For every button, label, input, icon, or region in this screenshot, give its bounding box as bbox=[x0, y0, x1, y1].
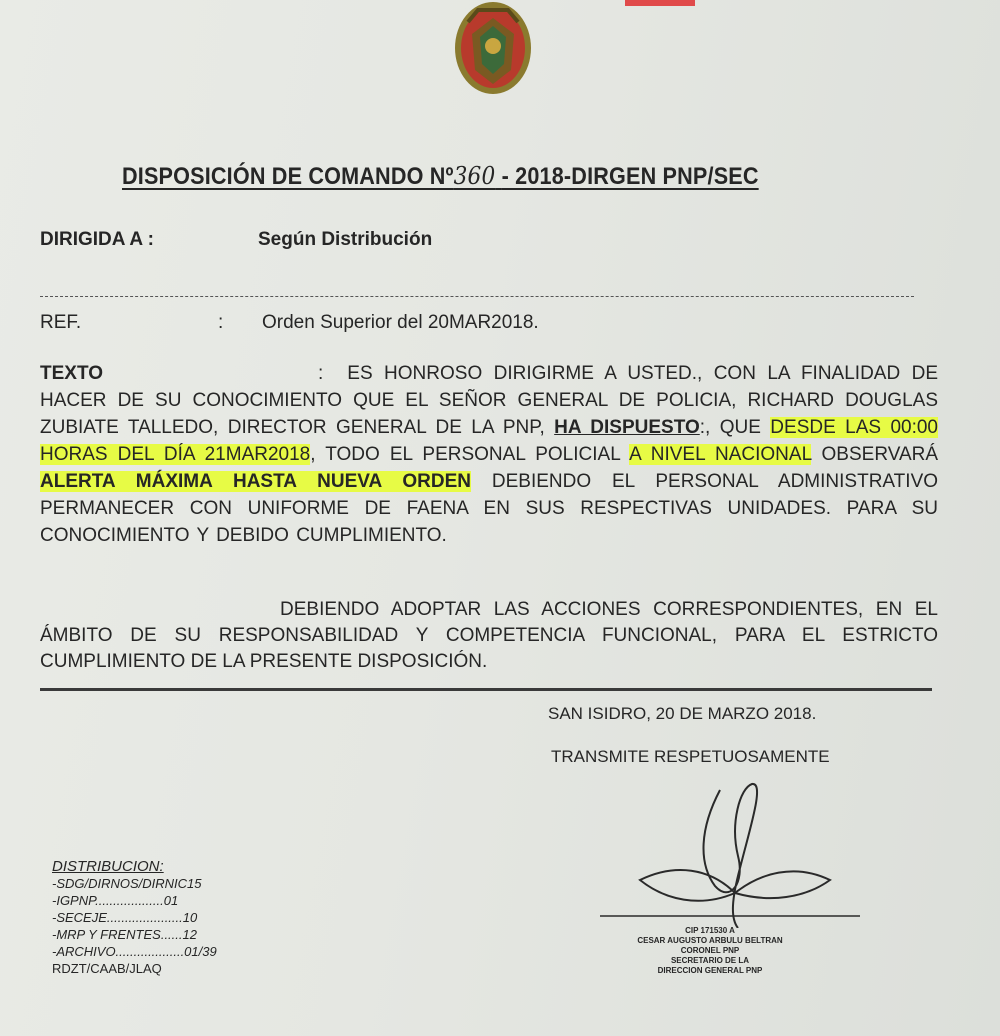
handwritten-signature bbox=[580, 768, 880, 928]
dashed-separator bbox=[40, 296, 914, 298]
distribution-heading: DISTRIBUCION: bbox=[52, 858, 164, 875]
dirigida-value: Según Distribución bbox=[258, 229, 433, 250]
distribution-item: -SECEJE.....................10 bbox=[52, 910, 198, 925]
texto-body: TEXTO : ES HONROSO DIRIGIRME A USTED., CON LA FINALIDAD DE HACER DE SU CONOCIMIENTO QUE EL SEÑOR GENERAL DE POLICIA, RICHARD DOUGLAS ZUBIATE TALLEDO, DIRECTOR GENERAL DE LA PNP, HA DISPUESTO:, QUE DESDE LAS 00:00 HORAS DEL DÍA 21MAR2018, TODO EL PERSONAL POLICIAL A NIVEL NACIONAL OBSERVARÁ ALERTA MÁXIMA HASTA NUEVA ORDEN DEBIENDO EL PERSONAL ADMINISTRATIVO PERMANECER CON UNIFORME DE FAENA EN SUS RESPECTIVAS UNIDADES. PARA SU CONOCIMIENTO Y DEBIDO CUMPLIMIENTO. bbox=[40, 363, 939, 546]
signer-name: CESAR AUGUSTO ARBULU BELTRAN bbox=[637, 936, 783, 945]
ref-label: REF. bbox=[40, 312, 82, 333]
signer-cip: CIP 171530 A bbox=[685, 926, 735, 935]
solid-separator bbox=[40, 688, 932, 691]
closing-paragraph: DEBIENDO ADOPTAR LAS ACCIONES CORRESPONDIENTES, EN EL ÁMBITO DE SU RESPONSABILIDAD Y COMPETENCIA FUNCIONAL, PARA EL ESTRICTO CUMPLIMIENTO DE LA PRESENTE DISPOSICIÓN. bbox=[40, 599, 938, 672]
ha-dispuesto-emphasis: HA DISPUESTO bbox=[554, 417, 700, 438]
highlight-desde: DESDE LAS 00:00 HORAS DEL DÍA 21MAR2018 bbox=[40, 417, 939, 465]
reference-code: RDZT/CAAB/JLAQ bbox=[52, 961, 162, 976]
ref-value: Orden Superior del 20MAR2018. bbox=[262, 312, 539, 333]
signer-role-1: SECRETARIO DE LA bbox=[670, 956, 750, 965]
highlight-alerta-maxima: ALERTA MÁXIMA HASTA NUEVA ORDEN bbox=[40, 471, 472, 492]
distribution-item: -ARCHIVO...................01/39 bbox=[52, 944, 217, 959]
place-date: SAN ISIDRO, 20 DE MARZO 2018. bbox=[548, 704, 817, 723]
ref-colon: : bbox=[218, 312, 224, 333]
texto-label: TEXTO bbox=[40, 363, 103, 384]
document-title: DISPOSICIÓN DE COMANDO Nº360 - 2018-DIRGEN PNP/SEC bbox=[122, 162, 759, 190]
signer-role-2: DIRECCION GENERAL PNP bbox=[657, 966, 763, 975]
highlight-nivel-nacional: A NIVEL NACIONAL bbox=[629, 444, 812, 465]
dirigida-label: DIRIGIDA A : bbox=[40, 229, 154, 250]
police-seal-logo bbox=[448, 0, 538, 100]
signer-rank: CORONEL PNP bbox=[680, 946, 740, 955]
distribution-item: -SDG/DIRNOS/DIRNIC15 bbox=[52, 876, 202, 891]
transmite-line: TRANSMITE RESPETUOSAMENTE bbox=[551, 747, 830, 766]
handwritten-number: 360 bbox=[453, 162, 496, 190]
distribution-list bbox=[52, 858, 217, 977]
distribution-item: -MRP Y FRENTES......12 bbox=[52, 927, 197, 942]
signer-block bbox=[560, 926, 860, 976]
red-corner-mark bbox=[625, 0, 695, 6]
distribution-item: -IGPNP...................01 bbox=[52, 893, 179, 908]
